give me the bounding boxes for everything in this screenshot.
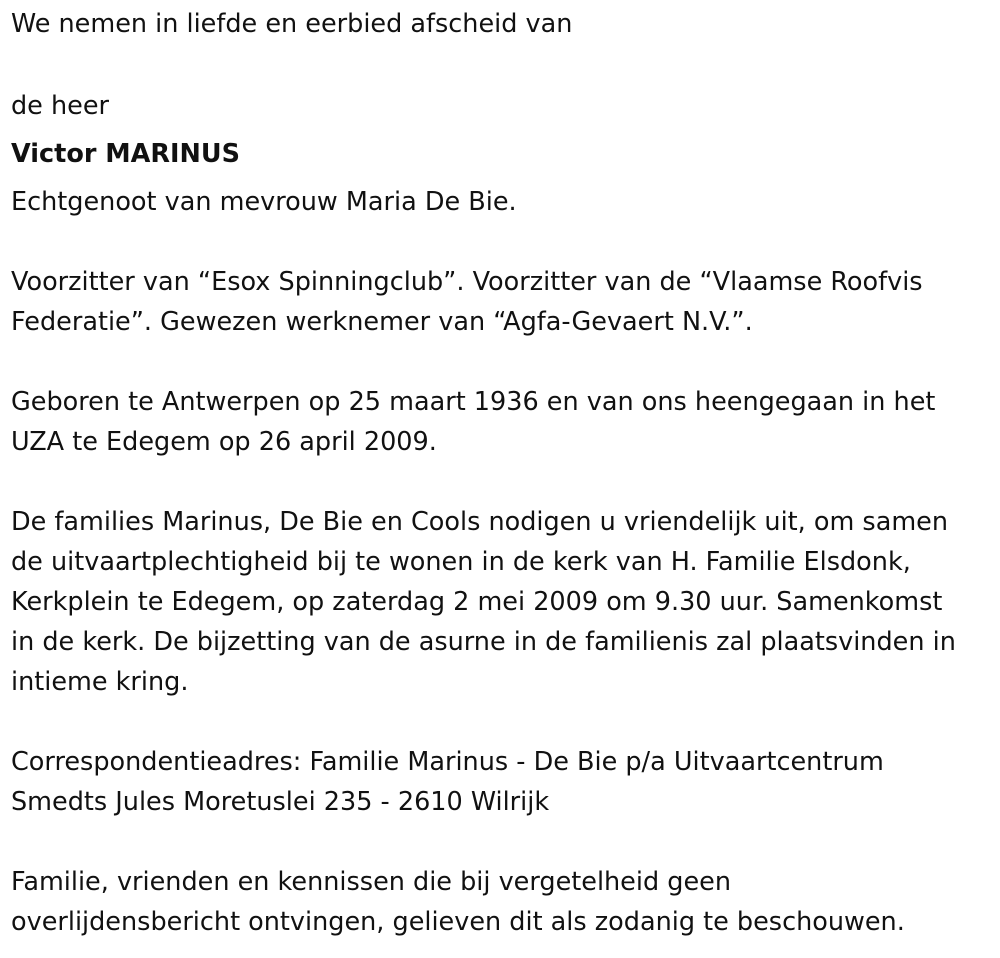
service-line: in de kerk. De bijzetting van de asurne in de familienis zal plaatsvinden in: [11, 627, 956, 657]
roles-paragraph: [11, 262, 923, 342]
address-paragraph: [11, 742, 884, 822]
service-line: intieme kring.: [11, 667, 189, 697]
birth-line: UZA te Edegem op 26 april 2009.: [11, 427, 437, 457]
roles-line: Federatie”. Gewezen werknemer van “Agfa-Gevaert N.V.”.: [11, 307, 753, 337]
notice-line: overlijdensbericht ontvingen, gelieven dit als zodanig te beschouwen.: [11, 907, 905, 937]
address-line: Smedts Jules Moretuslei 235 - 2610 Wilrijk: [11, 787, 550, 817]
intro-text: We nemen in liefde en eerbied afscheid van: [11, 9, 573, 39]
service-paragraph: [11, 502, 956, 702]
birth-paragraph: [11, 382, 935, 462]
birth-line: Geboren te Antwerpen op 25 maart 1936 en van ons heengegaan in het: [11, 387, 936, 417]
service-line: De families Marinus, De Bie en Cools nodigen u vriendelijk uit, om samen: [11, 507, 949, 537]
notice-paragraph: [11, 862, 905, 942]
salutation-text: de heer: [11, 91, 110, 121]
service-line: Kerkplein te Edegem, op zaterdag 2 mei 2009 om 9.30 uur. Samenkomst: [11, 587, 943, 617]
deceased-name: Victor MARINUS: [11, 139, 240, 169]
address-line: Correspondentieadres: Familie Marinus - De Bie p/a Uitvaartcentrum: [11, 747, 884, 777]
spouse-text: Echtgenoot van mevrouw Maria De Bie.: [11, 187, 517, 217]
service-line: de uitvaartplechtigheid bij te wonen in de kerk van H. Familie Elsdonk,: [11, 547, 911, 577]
notice-line: Familie, vrienden en kennissen die bij vergetelheid geen: [11, 867, 731, 897]
roles-line: Voorzitter van “Esox Spinningclub”. Voorzitter van de “Vlaamse Roofvis: [11, 267, 923, 297]
